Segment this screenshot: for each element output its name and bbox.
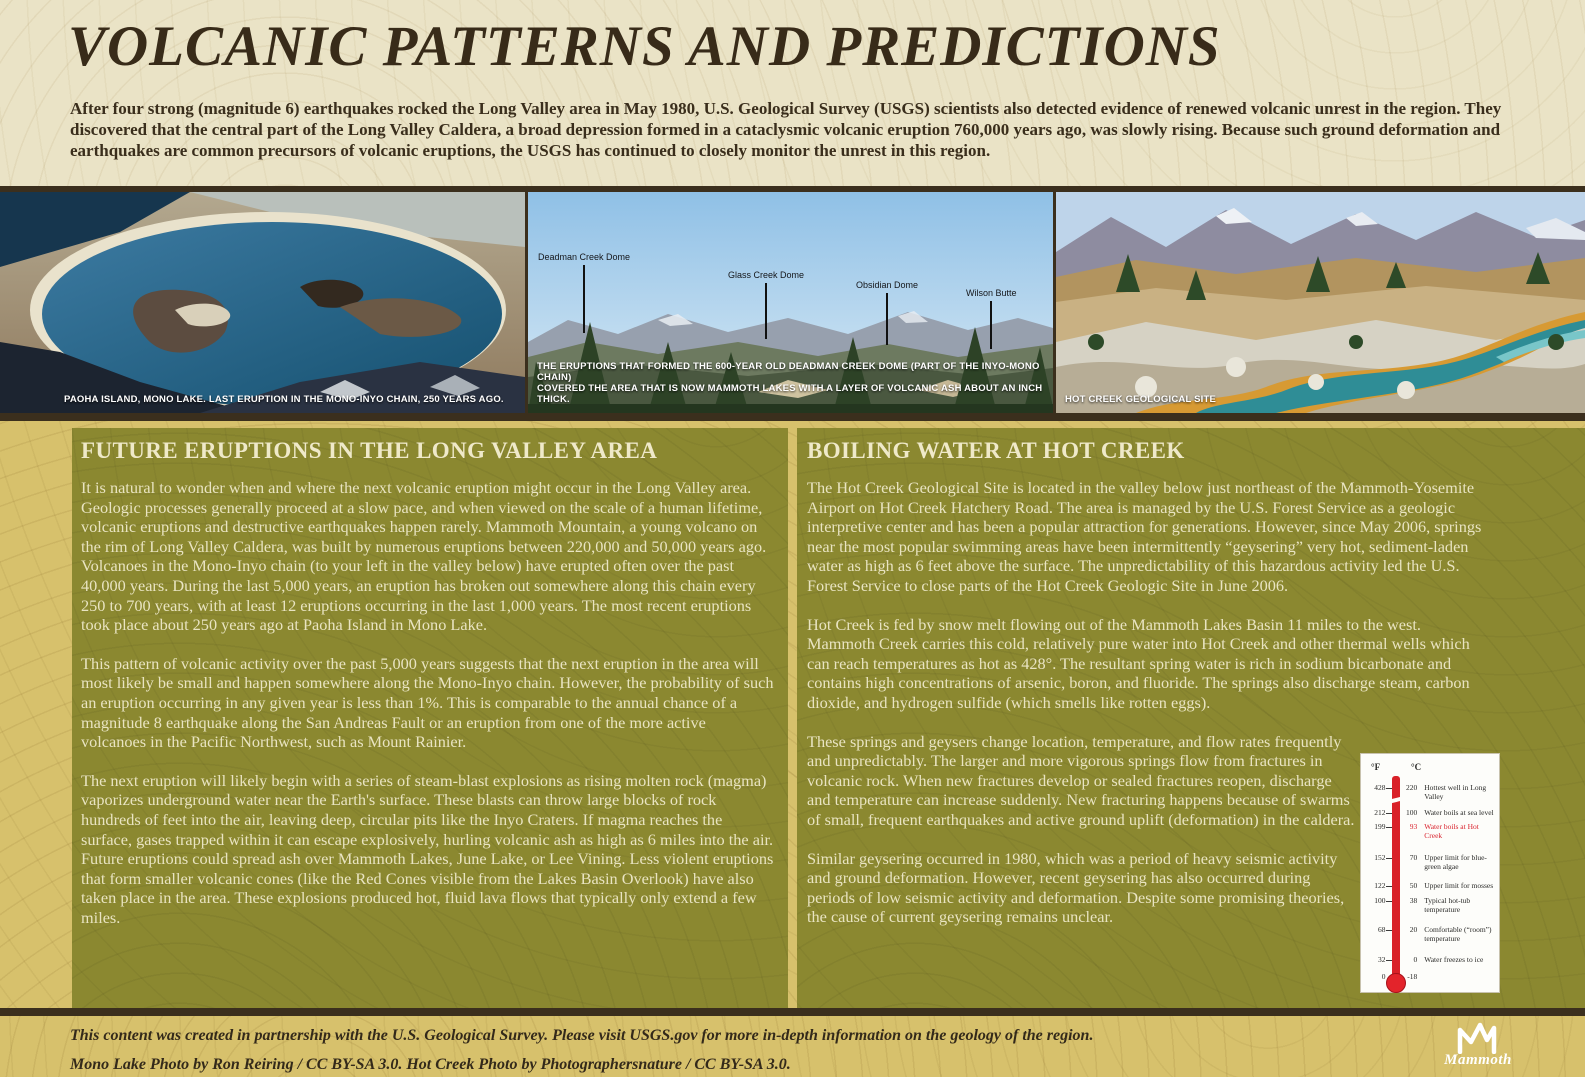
right-paragraph-4: Similar geysering occurred in 1980, which was a period of heavy seismic activity and ground deformation. However, recent geysering has also occurred during periods of low seismic activity and deformation. Despite some promising theories, the cause of current geysering remains unclear. [807,848,1345,927]
fahrenheit-unit-label: °F [1371,762,1381,772]
footer-partnership-line: This content was created in partnership with the U.S. Geological Survey. Please visit USGS.gov for more in-depth information on the geology of the region. [70,1027,1094,1044]
photo-label-wilson-butte: Wilson Butte [966,288,1017,349]
deadman-caption: THE ERUPTIONS THAT FORMED THE 600-YEAR OLD DEADMAN CREEK DOME (PART OF THE INYO-MONO CHAIN) COVERED THE AREA THAT IS NOW MAMMOTH LAKES WITH A LAYER OF VOLCANIC ASH ABOUT AN INCH THICK. [537,361,1043,405]
mammoth-logo [1443,1022,1513,1069]
right-column-heading: BOILING WATER AT HOT CREEK [807,438,1185,463]
pointer-line [765,283,767,339]
intro-paragraph: After four strong (magnitude 6) earthquakes rocked the Long Valley area in May 1980, U.S. Geological Survey (USGS) scientists also detected evidence of renewed volcanic unrest in the region. They discovered that the central part of the Long Valley Caldera, a broad depression formed in a cataclysmic volcanic eruption 760,000 years ago, was slowly rising. Because such ground deformation and earthquakes are common precursors of volcanic eruptions, the USGS has continued to closely monitor the unrest in this region. [70,99,1502,160]
thermometer-row: 152 70 Upper limit for blue-green algae [1374,853,1487,871]
tick-mark [1386,886,1393,887]
hot-creek-caption: HOT CREEK GEOLOGICAL SITE [1065,394,1217,405]
left-paragraph-2: This pattern of volcanic activity over the past 5,000 years suggests that the next eruption in the area will most likely be small and happen somewhere along the Mono-Inyo chain. However, the probability of such an eruption occurring in any given year is less than 1%. This is comparable to the annual chance of a magnitude 8 earthquake along the San Andreas Fault or an eruption from one of the more active volcanoes in the Pacific Northwest, such as Mount Rainier. [81,653,774,752]
page-title: VOLCANIC PATTERNS AND PREDICTIONS [68,15,1221,78]
pointer-line [990,301,992,349]
tick-mark [1386,977,1393,978]
tick-mark [1386,813,1393,814]
mammoth-mountain-icon [1456,1022,1500,1054]
thermometer-row: 0 -18 [1381,972,1418,981]
thermometer-row-hot-creek: 199 93 Water boils at Hot Creek [1374,822,1479,840]
divider-band-bottom [0,1008,1585,1016]
thermometer-diagram [1360,753,1500,993]
photo-label-deadman-creek-dome: Deadman Creek Dome [538,252,630,333]
header [0,0,1585,186]
pointer-line [583,265,585,333]
thermometer-row: 100 38 Typical hot-tub temperature [1374,896,1471,914]
thermometer-row: 32 0 Water freezes to ice [1378,955,1484,964]
tick-mark [1386,858,1393,859]
tick-mark [1386,960,1393,961]
photo-label-glass-creek-dome: Glass Creek Dome [728,270,804,339]
mammoth-logo-text: Mammoth [1444,1052,1512,1068]
main-content [0,421,1585,1008]
deadman-dome-photo [528,192,1053,413]
footer [0,1016,1585,1077]
left-paragraph-3: The next eruption will likely begin with a series of steam-blast explosions as rising molten rock (magma) vaporizes underground water near the Earth's surface. These blasts can throw large blocks of rock hundreds of feet into the air, leaving deep, circular pits like the Inyo Craters. If magma reaches the surface, gases trapped within it can escape explosively, hurling volcanic ash as high as 6 miles into the air. Future eruptions could spread ash over Mammoth Lakes, June Lake, or Lee Vining. Less violent eruptions that form smaller volcanic cones (like the Red Cones visible from the Lakes Basin Overlook) have also taken place in the area. These explosions produced hot, fluid lava flows that typically only extend a few miles. [81,770,774,927]
tick-mark [1386,827,1393,828]
photo-strip [0,192,1585,413]
mono-lake-caption: PAOHA ISLAND, MONO LAKE. LAST ERUPTION IN THE MONO-INYO CHAIN, 250 YEARS AGO. [64,394,504,405]
thermometer-row: 68 20 Comfortable (“room”) temperature [1378,925,1492,943]
footer-credits-line: Mono Lake Photo by Ron Reiring / CC BY-SA 3.0. Hot Creek Photo by Photographersnature / CC BY-SA 3.0. [70,1056,791,1073]
photo-label-obsidian-dome: Obsidian Dome [856,280,918,345]
pointer-line [886,293,888,345]
divider-band-middle [0,413,1585,421]
left-column [72,428,788,1008]
right-paragraph-1: The Hot Creek Geological Site is located in the valley below just northeast of the Mammoth-Yosemite Airport on Hot Creek Hatchery Road. The area is managed by the U.S. Forest Service as a geologic interpretive center and has been a popular attraction for generations. However, since May 2006, springs near the most popular swimming areas have been intermittently “geysering” very hot, sediment-laden water as high as 6 feet above the surface. The unpredictability of this hazardous activity led the U.S. Forest Service to close parts of the Hot Creek Geologic Site in June 2006. [807,478,1482,595]
mono-lake-photo [0,192,525,413]
celsius-unit-label: °C [1411,762,1422,772]
tick-mark [1386,788,1393,789]
thermometer-row: 428 220 Hottest well in Long Valley [1374,783,1487,801]
tick-mark [1386,901,1393,902]
left-paragraph-1: It is natural to wonder when and where the next volcanic eruption might occur in the Long Valley area. Geologic processes generally proceed at a slow pace, and when viewed on the scale of a human lifetime, volcanic eruptions and destructive earthquakes happen rarely. Mammoth Mountain, a young volcano on the rim of Long Valley Caldera, was built by numerous eruptions between 220,000 and 50,000 years ago. Volcanoes in the Mono-Inyo chain (to your left in the valley below) have erupted often over the past 40,000 years. During the last 5,000 years, an eruption has broken out somewhere along this chain every 250 to 700 years, with at least 12 eruptions occurring in the last 1,000 years. The most recent eruptions took place about 250 years ago at Paoha Island in Mono Lake. [81,478,767,635]
thermometer-tube [1392,776,1400,984]
thermometer-row: 122 50 Upper limit for mosses [1374,881,1494,890]
right-paragraph-3: These springs and geysers change location, temperature, and flow rates frequently and unpredictably. The larger and more vigorous springs flow from fractures in volcanic rock. When new fractures develop or sealed fractures reopen, discharge and temperature can increase suddenly. New fracturing happens because of swarms of small, frequent earthquakes and active ground uplift (deformation) in the caldera. [807,731,1355,829]
hot-creek-illustration [1056,192,1585,413]
right-column [797,428,1585,1008]
tick-mark [1386,930,1393,931]
hot-creek-photo [1056,192,1585,413]
left-column-heading: FUTURE ERUPTIONS IN THE LONG VALLEY AREA [81,438,658,463]
right-paragraph-2: Hot Creek is fed by snow melt flowing out of the Mammoth Lakes Basin 11 miles to the west. Mammoth Creek carries this cold, relatively pure water into Hot Creek and other thermal wells which can reach temperatures as hot as 428°. The resultant spring water is rich in sodium bicarbonate and contains high concentrations of arsenic, boron, and fluoride. The springs also discharge steam, carbon dioxide, and hydrogen sulfide (which smells like rotten eggs). [807,614,1470,712]
mono-lake-illustration [0,192,525,413]
thermometer-row: 212 100 Water boils at sea level [1374,808,1494,817]
